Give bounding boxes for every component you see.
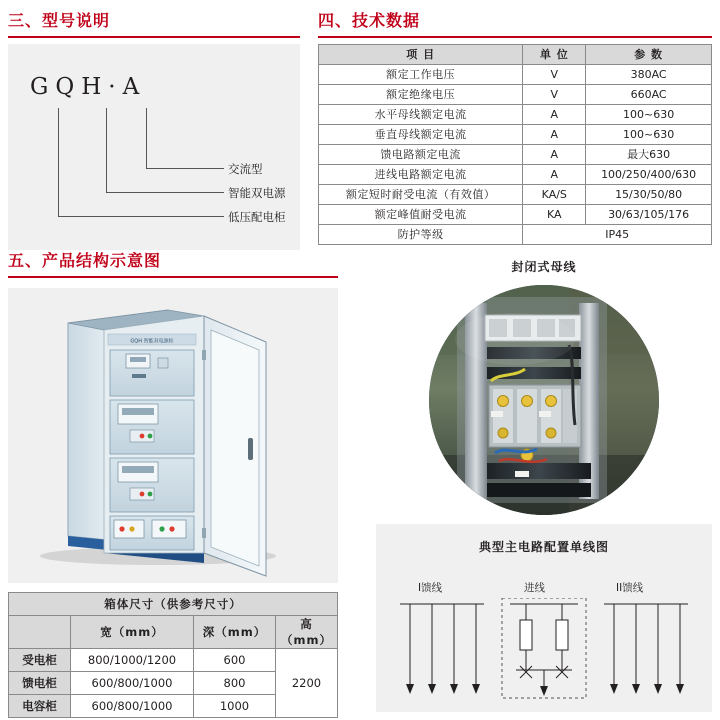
cell-width: 800/1000/1200 bbox=[71, 649, 194, 672]
cell-name: 进线电路额定电流 bbox=[319, 165, 523, 185]
th-height: 高（mm） bbox=[276, 616, 338, 649]
model-code-text: GQH·A bbox=[30, 74, 147, 100]
table-row bbox=[319, 65, 712, 85]
table-header-row bbox=[9, 616, 338, 649]
table-header-row bbox=[9, 593, 338, 616]
schematic-label-1: 进线 bbox=[524, 582, 545, 594]
section-5-rule bbox=[8, 276, 338, 278]
schematic-label-2: II馈线 bbox=[616, 582, 644, 594]
cell-name: 水平母线额定电流 bbox=[319, 105, 523, 125]
busbar-photo bbox=[429, 285, 659, 515]
cell-value: 15/30/50/80 bbox=[586, 185, 712, 205]
cell-height: 2200 bbox=[276, 649, 338, 718]
size-table-title: 箱体尺寸（供参考尺寸） bbox=[9, 593, 338, 616]
cell-value: 100~630 bbox=[586, 105, 712, 125]
section-3-title: 三、型号说明 bbox=[8, 11, 111, 30]
leader-line-1 bbox=[146, 108, 147, 168]
cabinet-photo bbox=[8, 288, 338, 583]
leader-line-1-h bbox=[146, 168, 224, 169]
cell-name: 防护等级 bbox=[319, 225, 523, 245]
busbar-title: 封闭式母线 bbox=[511, 260, 577, 274]
table-row bbox=[319, 125, 712, 145]
th-param: 参 数 bbox=[586, 45, 712, 65]
cell-value: 100/250/400/630 bbox=[586, 165, 712, 185]
table-header-row bbox=[319, 45, 712, 65]
cell-name: 馈电路额定电流 bbox=[319, 145, 523, 165]
section-4-title: 四、技术数据 bbox=[318, 11, 421, 30]
table-row bbox=[319, 85, 712, 105]
cell-depth: 600 bbox=[194, 649, 276, 672]
section-model-explanation bbox=[8, 8, 300, 250]
size-table-wrapper bbox=[8, 592, 338, 718]
section-4-rule bbox=[318, 36, 712, 38]
busbar-illustration bbox=[429, 285, 659, 515]
schematic-panel bbox=[376, 524, 712, 712]
cell-value: 100~630 bbox=[586, 125, 712, 145]
leader-line-2 bbox=[106, 108, 107, 192]
th-item: 项 目 bbox=[319, 45, 523, 65]
cell-name: 额定绝缘电压 bbox=[319, 85, 523, 105]
cell-value: 最大630 bbox=[586, 145, 712, 165]
row-label: 受电柜 bbox=[9, 649, 71, 672]
legend-item-2: 低压配电柜 bbox=[228, 210, 286, 224]
table-row bbox=[319, 165, 712, 185]
leader-line-2-h bbox=[106, 192, 224, 193]
section-structure bbox=[8, 248, 338, 278]
legend-item-1: 智能双电源 bbox=[228, 186, 286, 200]
cell-unit: A bbox=[523, 145, 586, 165]
cell-depth: 1000 bbox=[194, 695, 276, 718]
cell-depth: 800 bbox=[194, 672, 276, 695]
cell-name: 垂直母线额定电流 bbox=[319, 125, 523, 145]
cell-value: 380AC bbox=[586, 65, 712, 85]
cell-width: 600/800/1000 bbox=[71, 672, 194, 695]
cell-unit: KA bbox=[523, 205, 586, 225]
th-depth: 深（mm） bbox=[194, 616, 276, 649]
svg-text:GQH 智能双电源柜: GQH 智能双电源柜 bbox=[130, 338, 174, 345]
section-5-title: 五、产品结构示意图 bbox=[8, 251, 162, 270]
table-row bbox=[319, 205, 712, 225]
cell-width: 600/800/1000 bbox=[71, 695, 194, 718]
section-3-rule bbox=[8, 36, 300, 38]
legend-item-0: 交流型 bbox=[228, 162, 263, 176]
busbar-block bbox=[376, 258, 712, 515]
section-tech-data bbox=[318, 8, 712, 245]
th-width: 宽（mm） bbox=[71, 616, 194, 649]
cell-value: 30/63/105/176 bbox=[586, 205, 712, 225]
cell-unit: V bbox=[523, 65, 586, 85]
schematic-title: 典型主电路配置单线图 bbox=[478, 540, 609, 554]
cell-name: 额定短时耐受电流（有效值） bbox=[319, 185, 523, 205]
cell-value: 660AC bbox=[586, 85, 712, 105]
table-row bbox=[319, 185, 712, 205]
cabinet-size-table bbox=[8, 592, 338, 718]
table-row bbox=[319, 225, 712, 245]
leader-line-3 bbox=[58, 108, 59, 216]
row-label: 馈电柜 bbox=[9, 672, 71, 695]
tech-data-table bbox=[318, 44, 712, 245]
cell-unit: A bbox=[523, 105, 586, 125]
cell-unit: V bbox=[523, 85, 586, 105]
cabinet-illustration bbox=[8, 288, 338, 583]
table-row bbox=[319, 145, 712, 165]
model-explanation-panel bbox=[8, 44, 300, 250]
cell-unit: KA/S bbox=[523, 185, 586, 205]
cell-name: 额定峰值耐受电流 bbox=[319, 205, 523, 225]
leader-line-3-h bbox=[58, 216, 224, 217]
single-line-diagram bbox=[376, 598, 712, 708]
cell-unit: A bbox=[523, 165, 586, 185]
schematic-label-0: I馈线 bbox=[418, 582, 443, 594]
cell-unit: A bbox=[523, 125, 586, 145]
cell-value: IP45 bbox=[523, 225, 712, 245]
cell-name: 额定工作电压 bbox=[319, 65, 523, 85]
table-row bbox=[319, 105, 712, 125]
table-row bbox=[9, 649, 338, 672]
th-unit: 单 位 bbox=[523, 45, 586, 65]
size-table-corner bbox=[9, 616, 71, 649]
row-label: 电容柜 bbox=[9, 695, 71, 718]
